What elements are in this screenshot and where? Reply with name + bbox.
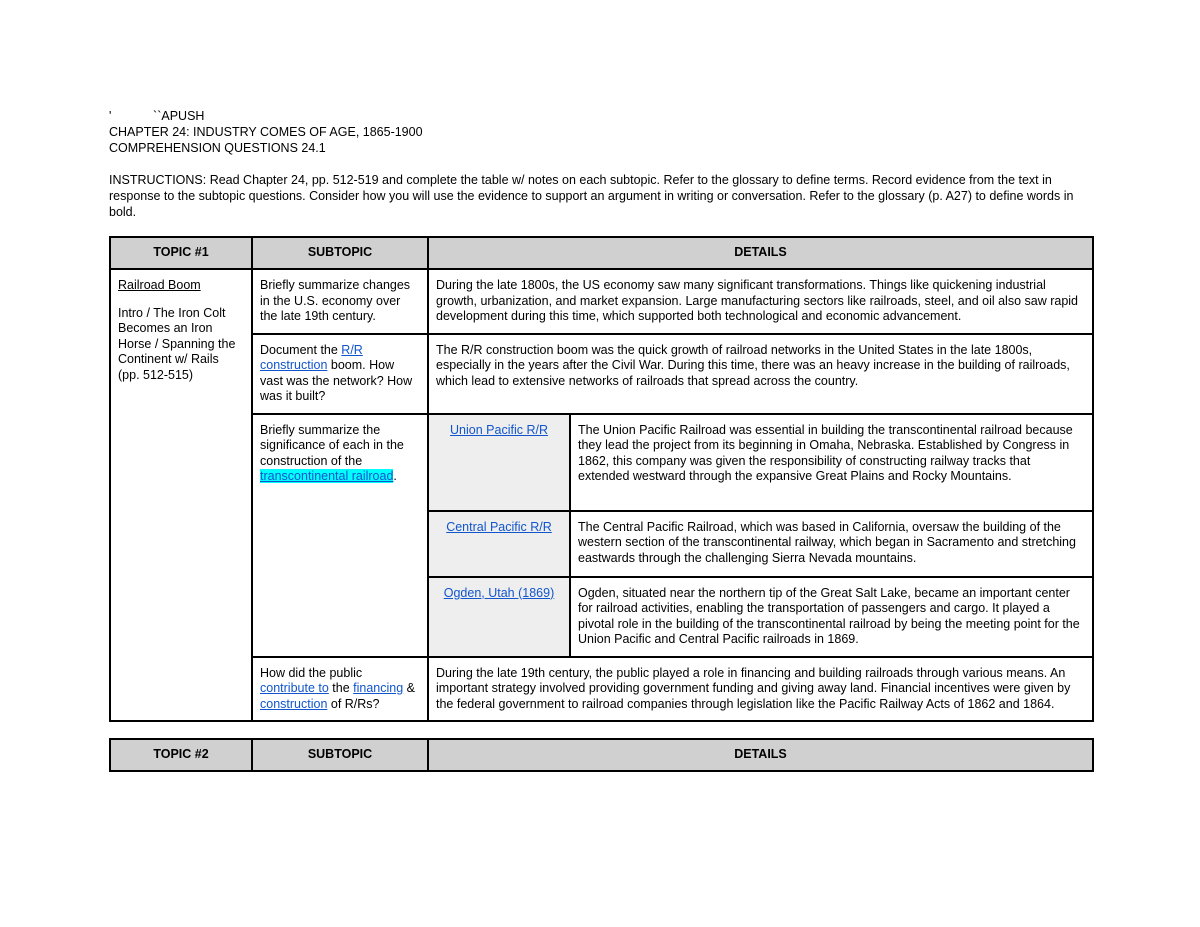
ogden-label: Ogden, Utah (1869) (429, 577, 570, 656)
details-header: DETAILS (428, 237, 1093, 269)
instructions: INSTRUCTIONS: Read Chapter 24, pp. 512-519 and complete the table w/ notes on each subtopic. Refer to the glossary to define terms. Record evidence from the text in response to the subtopic questions. Consider how you will use the evidence to support an argument in writing or conversation. Refer to the glossary (p. A27) to define words in bold. (109, 173, 1074, 219)
subtopic-cell: Briefly summarize changes in the U.S. economy over the late 19th century. (252, 269, 428, 334)
table-row (110, 269, 1093, 334)
rr-construction-link[interactable]: R/R construction (260, 342, 363, 372)
union-pacific-label: Union Pacific R/R (429, 415, 570, 511)
document-page (109, 108, 1092, 772)
details-cell: During the late 1800s, the US economy saw many significant transformations. Things like quickening industrial growth, urbanization, and market expansion. Large manufacturing sectors like railroads, steel, and oil also saw rapid development during this time, which supported both technological and economic advancement. (428, 269, 1093, 334)
subtopic-cell: Briefly summarize the significance of each in the construction of the transcontinental railroad. (252, 414, 428, 657)
subtopic-header: SUBTOPIC (252, 237, 428, 269)
financing-link[interactable]: financing (353, 681, 404, 695)
topic-header: TOPIC #1 (110, 237, 252, 269)
list-item (429, 511, 1092, 577)
list-item (429, 577, 1092, 656)
subtopic-cell: How did the public contribute to the financing & construction of R/Rs? (252, 657, 428, 722)
transcontinental-railroad-link[interactable]: transcontinental railroad (260, 469, 394, 483)
table-header-row (110, 237, 1093, 269)
table-row (110, 657, 1093, 722)
details-header: DETAILS (428, 739, 1093, 771)
central-pacific-label: Central Pacific R/R (429, 511, 570, 577)
table-header-row (110, 739, 1093, 771)
topic-header: TOPIC #2 (110, 739, 252, 771)
course-label: ' ``APUSH (109, 109, 205, 123)
details-cell: During the late 19th century, the public played a role in financing and building railroads through various means. An important strategy involved providing government funding and giving away land. Financial incentives were given by the federal government to railroad companies through legislation like the Pacific Railway Acts of 1862 and 1864. (428, 657, 1093, 722)
ogden-text: Ogden, situated near the northern tip of the Great Salt Lake, became an important center for railroad activities, enabling the transportation of passengers and cargo. It played a pivotal role in the building of the transcontinental railroad by being the meeting point for the Union Pacific and Central Pacific railroads in 1869. (570, 577, 1092, 656)
worksheet-title: COMPREHENSION QUESTIONS 24.1 (109, 141, 326, 155)
subtopic-cell: Document the R/R construction boom. How vast was the network? How was it built? (252, 334, 428, 414)
details-cell: The R/R construction boom was the quick growth of railroad networks in the United States in the late 1800s, especially in the years after the Civil War. During this time, there was an heavy increase in the building of railroads, which lead to extensive networks of railroads that spread across the country. (428, 334, 1093, 414)
topic-1-table (109, 236, 1094, 722)
subtopic-header: SUBTOPIC (252, 739, 428, 771)
table-row (110, 414, 1093, 657)
topic-body: Intro / The Iron Colt Becomes an Iron Horse / Spanning the Continent w/ Rails (118, 305, 236, 366)
transcontinental-subtable (429, 415, 1092, 656)
topic-cell (110, 269, 252, 721)
topic-title: Railroad Boom (118, 278, 201, 292)
central-pacific-text: The Central Pacific Railroad, which was based in California, oversaw the building of the western section of the transcontinental railway, which began in Sacramento and stretching eastwards through the challenging Sierra Nevada mountains. (570, 511, 1092, 577)
contribute-link[interactable]: contribute to (260, 681, 329, 695)
topic-2-table (109, 738, 1094, 772)
details-cell (428, 414, 1093, 657)
table-row (110, 334, 1093, 414)
list-item (429, 415, 1092, 511)
construction-link[interactable]: construction (260, 696, 328, 711)
topic-pages: (pp. 512-515) (118, 367, 194, 382)
union-pacific-text: The Union Pacific Railroad was essential in building the transcontinental railroad because they lead the project from its beginning in Omaha, Nebraska. Established by Congress in 1862, this company was given the responsibility of constructing railway tracks that extended westward through the expansive Great Plains and Rocky Mountains. (578, 422, 1073, 483)
chapter-title: CHAPTER 24: INDUSTRY COMES OF AGE, 1865-1900 (109, 125, 423, 139)
